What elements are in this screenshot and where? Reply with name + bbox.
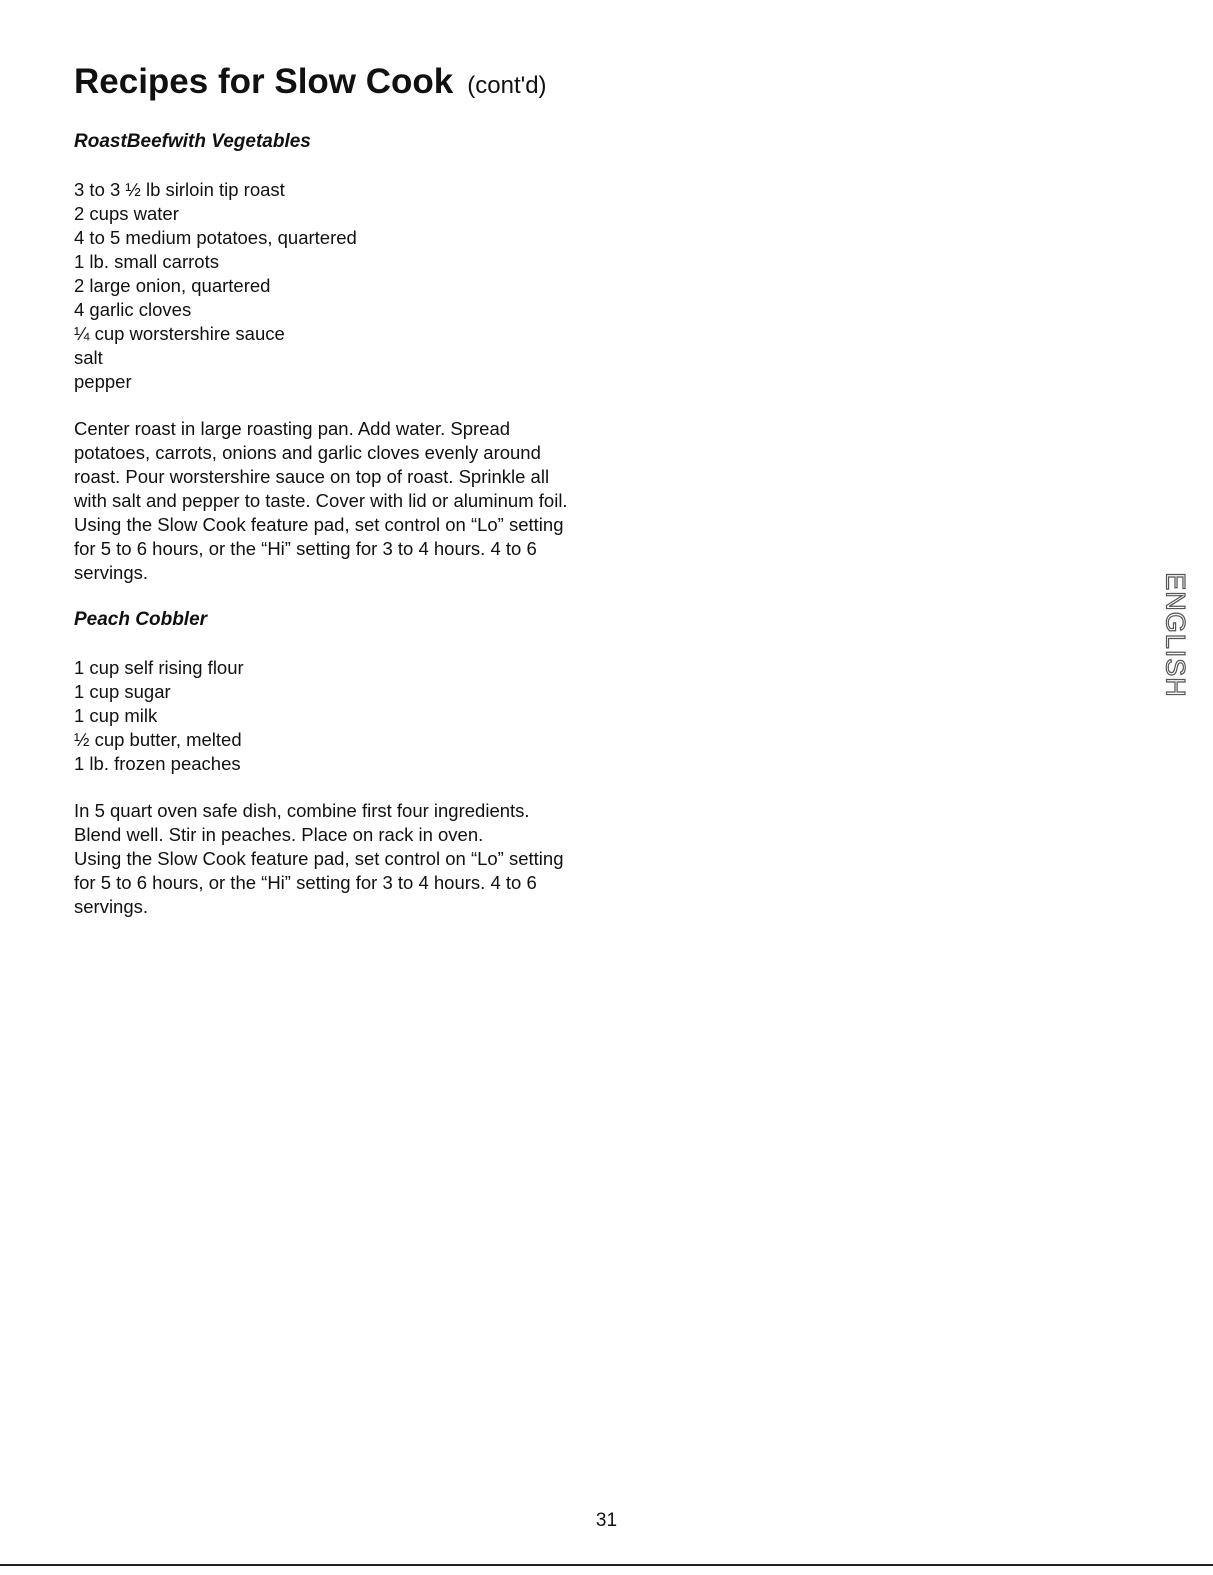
- ingredient-item: 1 lb. frozen peaches: [74, 753, 241, 774]
- page-title: [74, 62, 547, 102]
- recipe-title-peach-cobbler: Peach Cobbler: [74, 609, 208, 630]
- instruction-line: Center roast in large roasting pan. Add water. Spread: [74, 418, 511, 439]
- ingredient-item: 2 cups water: [74, 203, 179, 224]
- bottom-divider: [0, 1564, 1213, 1566]
- instructions-peach-cobbler: [74, 799, 614, 919]
- instruction-line: servings.: [74, 896, 149, 917]
- instructions-roast-beef: [74, 417, 614, 585]
- ingredient-item: 1 cup sugar: [74, 681, 171, 702]
- ingredient-list-peach-cobbler: [74, 656, 244, 776]
- language-side-tab: [1159, 566, 1191, 704]
- page-number: 31: [595, 1510, 618, 1531]
- ingredient-list-roast-beef: [74, 178, 357, 394]
- page-title-contd: (cont'd): [467, 72, 547, 99]
- instruction-line: for 5 to 6 hours, or the “Hi” setting for 3 to 4 hours. 4 to 6: [74, 538, 537, 559]
- instruction-line: potatoes, carrots, onions and garlic cloves evenly around: [74, 442, 541, 463]
- instruction-line: In 5 quart oven safe dish, combine first four ingredients.: [74, 800, 530, 821]
- ingredient-item: 1 cup self rising flour: [74, 657, 244, 678]
- ingredient-item: 2 large onion, quartered: [74, 275, 271, 296]
- ingredient-item: 1 lb. small carrots: [74, 251, 219, 272]
- instruction-line: servings.: [74, 562, 149, 583]
- page-title-main: Recipes for Slow Cook: [74, 62, 454, 101]
- instruction-line: with salt and pepper to taste. Cover with lid or aluminum foil.: [74, 490, 568, 511]
- instruction-line: Using the Slow Cook feature pad, set control on “Lo” setting: [74, 848, 564, 869]
- ingredient-item: salt: [74, 347, 103, 368]
- ingredient-item: 3 to 3 ½ lb sirloin tip roast: [74, 179, 285, 200]
- instruction-line: Blend well. Stir in peaches. Place on rack in oven.: [74, 824, 484, 845]
- language-side-tab-label: ENGLISH: [1160, 572, 1191, 698]
- instruction-line: roast. Pour worstershire sauce on top of roast. Sprinkle all: [74, 466, 550, 487]
- instruction-line: for 5 to 6 hours, or the “Hi” setting for 3 to 4 hours. 4 to 6: [74, 872, 537, 893]
- ingredient-item: 1 cup milk: [74, 705, 158, 726]
- recipe-title-roast-beef: RoastBeefwith Vegetables: [74, 131, 311, 152]
- ingredient-item: ½ cup butter, melted: [74, 729, 242, 750]
- ingredient-item: 4 to 5 medium potatoes, quartered: [74, 227, 357, 248]
- ingredient-item: ¼ cup worstershire sauce: [74, 323, 285, 344]
- ingredient-item: pepper: [74, 371, 132, 392]
- ingredient-item: 4 garlic cloves: [74, 299, 192, 320]
- instruction-line: Using the Slow Cook feature pad, set control on “Lo” setting: [74, 514, 564, 535]
